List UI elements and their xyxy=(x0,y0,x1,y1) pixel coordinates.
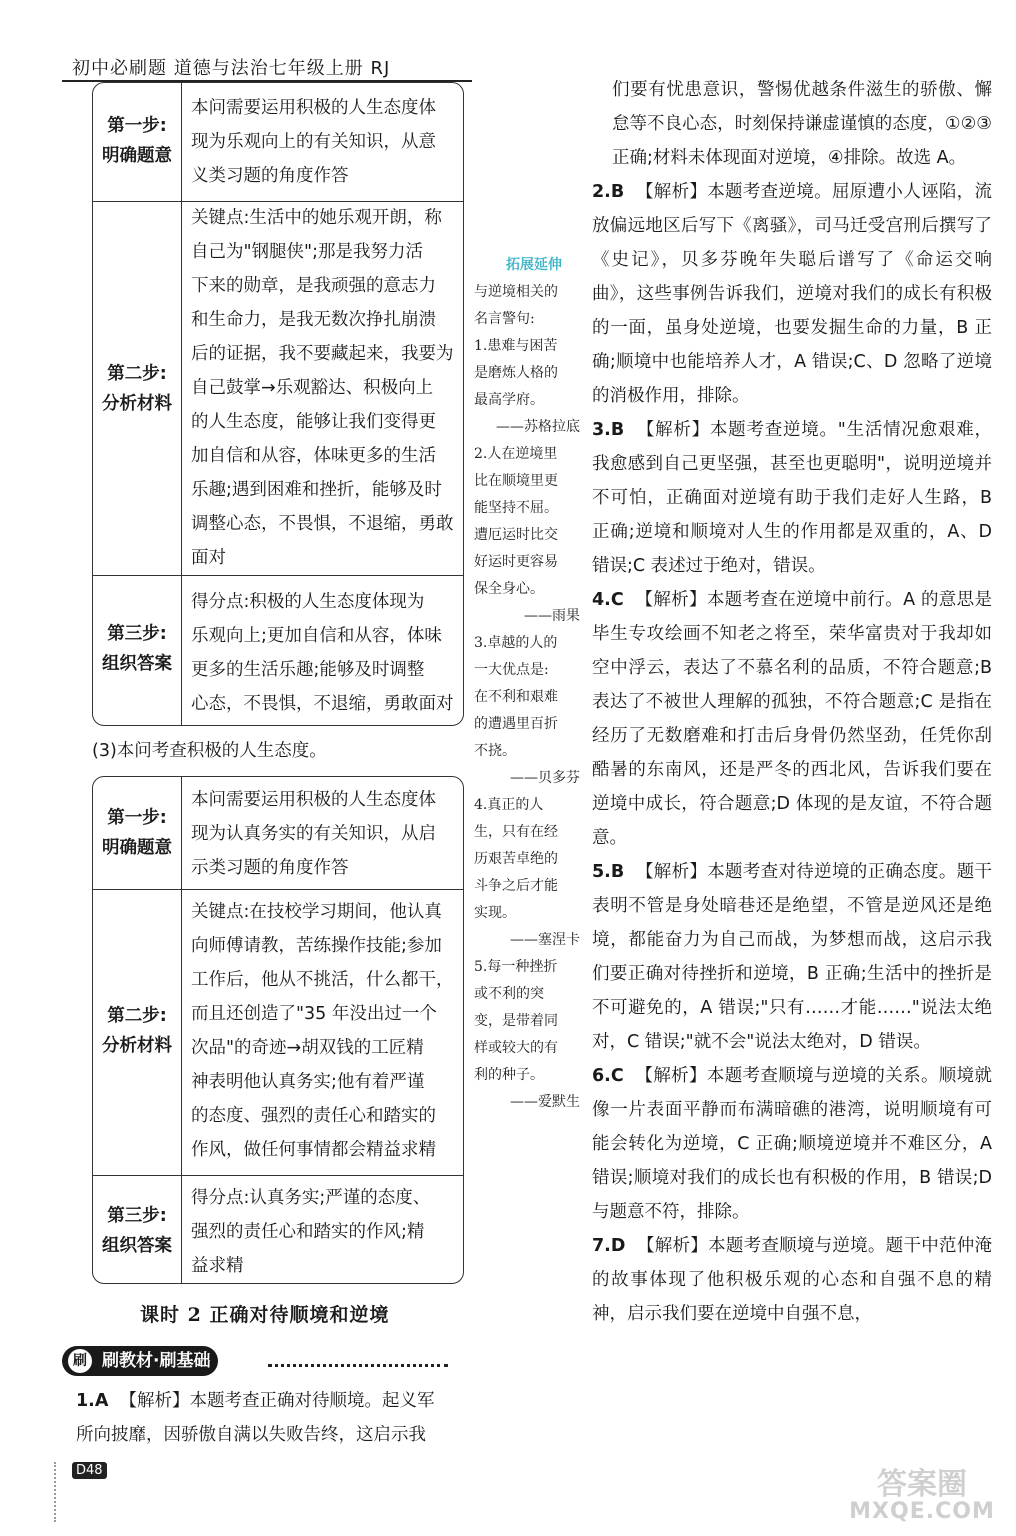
answer-text: 【解析】本题考查正确对待顺境。起义军 xyxy=(119,1391,435,1411)
quote-block: 3.卓越的人的 一大优点是: 在不利和艰难 的遭遇里百折 不挠。 ——贝多芬 xyxy=(474,635,580,786)
step-label: 第三步: 组织答案 xyxy=(102,624,172,674)
analysis-table-1 xyxy=(92,82,464,726)
step-label: 第三步: 组织答案 xyxy=(102,1206,172,1256)
answer-6: 6.C 【解析】本题考查顺境与逆境的关系。顺境就像一片表面平静而布满暗礁的港湾，说明顺境有可能会转化为逆境，C 正确;顺境逆境并不难区分，A 错误;顺境对我们的成长也有积极的作用，B 错误;D 与题意不符，排除。 xyxy=(592,1066,992,1222)
answer-continuation: 们要有忧患意识，警惕优越条件滋生的骄傲、懈怠等不良心态，时刻保持谦虚谨慎的态度，①②③正确;材料未体现面对逆境，④排除。故选 A。 xyxy=(612,80,992,168)
sidebar-title: 拓展延伸 xyxy=(506,257,562,273)
quote-block: 与逆境相关的 名言警句: 1.患难与困苦 是磨炼人格的 最高学府。 ——苏格拉底 xyxy=(474,284,580,435)
step-label: 第二步: 分析材料 xyxy=(102,364,172,414)
answer-3: 3.B 【解析】本题考查逆境。"生活情况愈艰难，我愈感到自己更坚强，甚至也更聪明"，说明逆境并不可怕，正确面对逆境有助于我们走好人生路，B 正确;逆境和顺境对人生的作用都是双重的，A、D 错误;C 表述过于绝对，错误。 xyxy=(592,420,992,576)
table-divider xyxy=(93,1175,463,1176)
answer-4: 4.C 【解析】本题考查在逆境中前行。A 的意思是毕生专攻绘画不知老之将至，荣华富贵对于我却如空中浮云，表达了不慕名利的品质，不符合题意;B 表达了不被世人理解的孤独，不符合题意;C 是指在经历了无数磨难和打击后身骨仍然坚劲，任凭你刮酷暑的东南风，还是严冬的西北风，告诉我们要在逆境中成长，符合题意;D 体现的是友谊，不符合题意。 xyxy=(592,590,992,848)
answer-2: 2.B 【解析】本题考查逆境。屈原遭小人诬陷，流放偏远地区后写下《离骚》，司马迁受宫刑后撰写了《史记》，贝多芬晚年失聪后谱写了《命运交响曲》，这些事例告诉我们，逆境对我们的成长有积极的一面，虽身处逆境，也要发掘生命的力量，B 正确;顺境中也能培养人才，A 错误;C、D 忽略了逆境的消极作用，排除。 xyxy=(592,182,992,406)
answer-7: 7.D 【解析】本题考查顺境与逆境。题干中范仲淹的故事体现了他积极乐观的心态和自强不息的精神，启示我们要在逆境中自强不息， xyxy=(592,1236,992,1324)
answer-text: 所向披靡，因骄傲自满以失败告终，这启示我 xyxy=(76,1425,426,1445)
question-note: (3)本问考查积极的人生态度。 xyxy=(92,741,327,761)
quote-block: 2.人在逆境里 比在顺境里更 能坚持不屈。 遭厄运时比交 好运时更容易 保全身心。 ——雨果 xyxy=(474,446,580,624)
analysis-table-2 xyxy=(92,776,464,1284)
step-label: 第一步: 明确题意 xyxy=(102,116,172,166)
step-label: 第二步: 分析材料 xyxy=(102,1006,172,1056)
extension-sidebar xyxy=(474,252,580,1116)
watermark-logo: 答案圈 MXQE.COM xyxy=(849,1467,995,1524)
section-badge xyxy=(62,1346,218,1376)
table-divider xyxy=(93,889,463,890)
page-number: D48 xyxy=(72,1462,107,1479)
answer-number: 1.A xyxy=(76,1391,109,1411)
section-badge-label: 刷教材·刷基础 xyxy=(102,1351,211,1371)
running-header: 初中必刷题 道德与法治七年级上册 RJ xyxy=(72,58,391,79)
quote-block: 5.每一种挫折 或不利的突 变，是带着同 样或较大的有 利的种子。 ——爱默生 xyxy=(474,959,580,1110)
dotted-rule xyxy=(268,1364,448,1367)
margin-dots xyxy=(54,1462,56,1522)
answer-1 xyxy=(76,1384,466,1452)
brush-icon: 刷 xyxy=(68,1349,92,1373)
table-divider xyxy=(181,777,182,1283)
step-content: 得分点:积极的人生态度体现为 乐观向上;更加自信和从容，体味 更多的生活乐趣;能够及时调整 心态，不畏惧，不退缩，勇敢面对 xyxy=(191,592,454,714)
lesson-title: 课时 2 正确对待顺境和逆境 xyxy=(140,1304,390,1326)
answers-column xyxy=(592,73,992,1331)
table-divider xyxy=(93,575,463,576)
step-content: 关键点:生活中的她乐观开朗，称 自己为"钢腿侠";那是我努力活 下来的勋章，是我顽强的意志力 和生命力，是我无数次挣扎崩溃 后的证据，我不要藏起来，我要为 自己鼓掌→乐观豁达、积极向上 的人生态度，能够让我们变得更 加自信和从容，体味更多的生活 乐趣;遇到困难和挫折，能够及时 调整心态，不畏惧，不退缩，勇敢 面对 xyxy=(191,208,454,568)
step-content: 关键点:在技校学习期间，他认真 向师傅请教，苦练操作技能;参加 工作后，他从不挑活，什么都干， 而且还创造了"35 年没出过一个 次品"的奇迹→胡双钱的工匠精 神表明他认真务实;他有着严谨 的态度、强烈的责任心和踏实的 作风，做任何事情都会精益求精 xyxy=(191,902,454,1160)
answer-5: 5.B 【解析】本题考查对待逆境的正确态度。题干表明不管是身处暗巷还是绝望，不管是逆风还是绝境，都能奋力为自己而战，为梦想而战，这启示我们要正确对待挫折和逆境，B 正确;生活中的挫折是不可避免的，A 错误;"只有……才能……"说法太绝对，C 错误;"就不会"说法太绝对，D 错误。 xyxy=(592,862,992,1052)
step-label: 第一步: 明确题意 xyxy=(102,808,172,858)
quote-block: 4.真正的人 生，只有在经 历艰苦卓绝的 斗争之后才能 实现。 ——塞涅卡 xyxy=(474,797,580,948)
step-content: 得分点:认真务实;严谨的态度、 强烈的责任心和踏实的作风;精 益求精 xyxy=(191,1188,431,1276)
table-divider xyxy=(181,83,182,725)
step-content: 本问需要运用积极的人生态度体 现为乐观向上的有关知识，从意 义类习题的角度作答 xyxy=(191,98,436,186)
step-content: 本问需要运用积极的人生态度体 现为认真务实的有关知识，从启 示类习题的角度作答 xyxy=(191,790,436,878)
